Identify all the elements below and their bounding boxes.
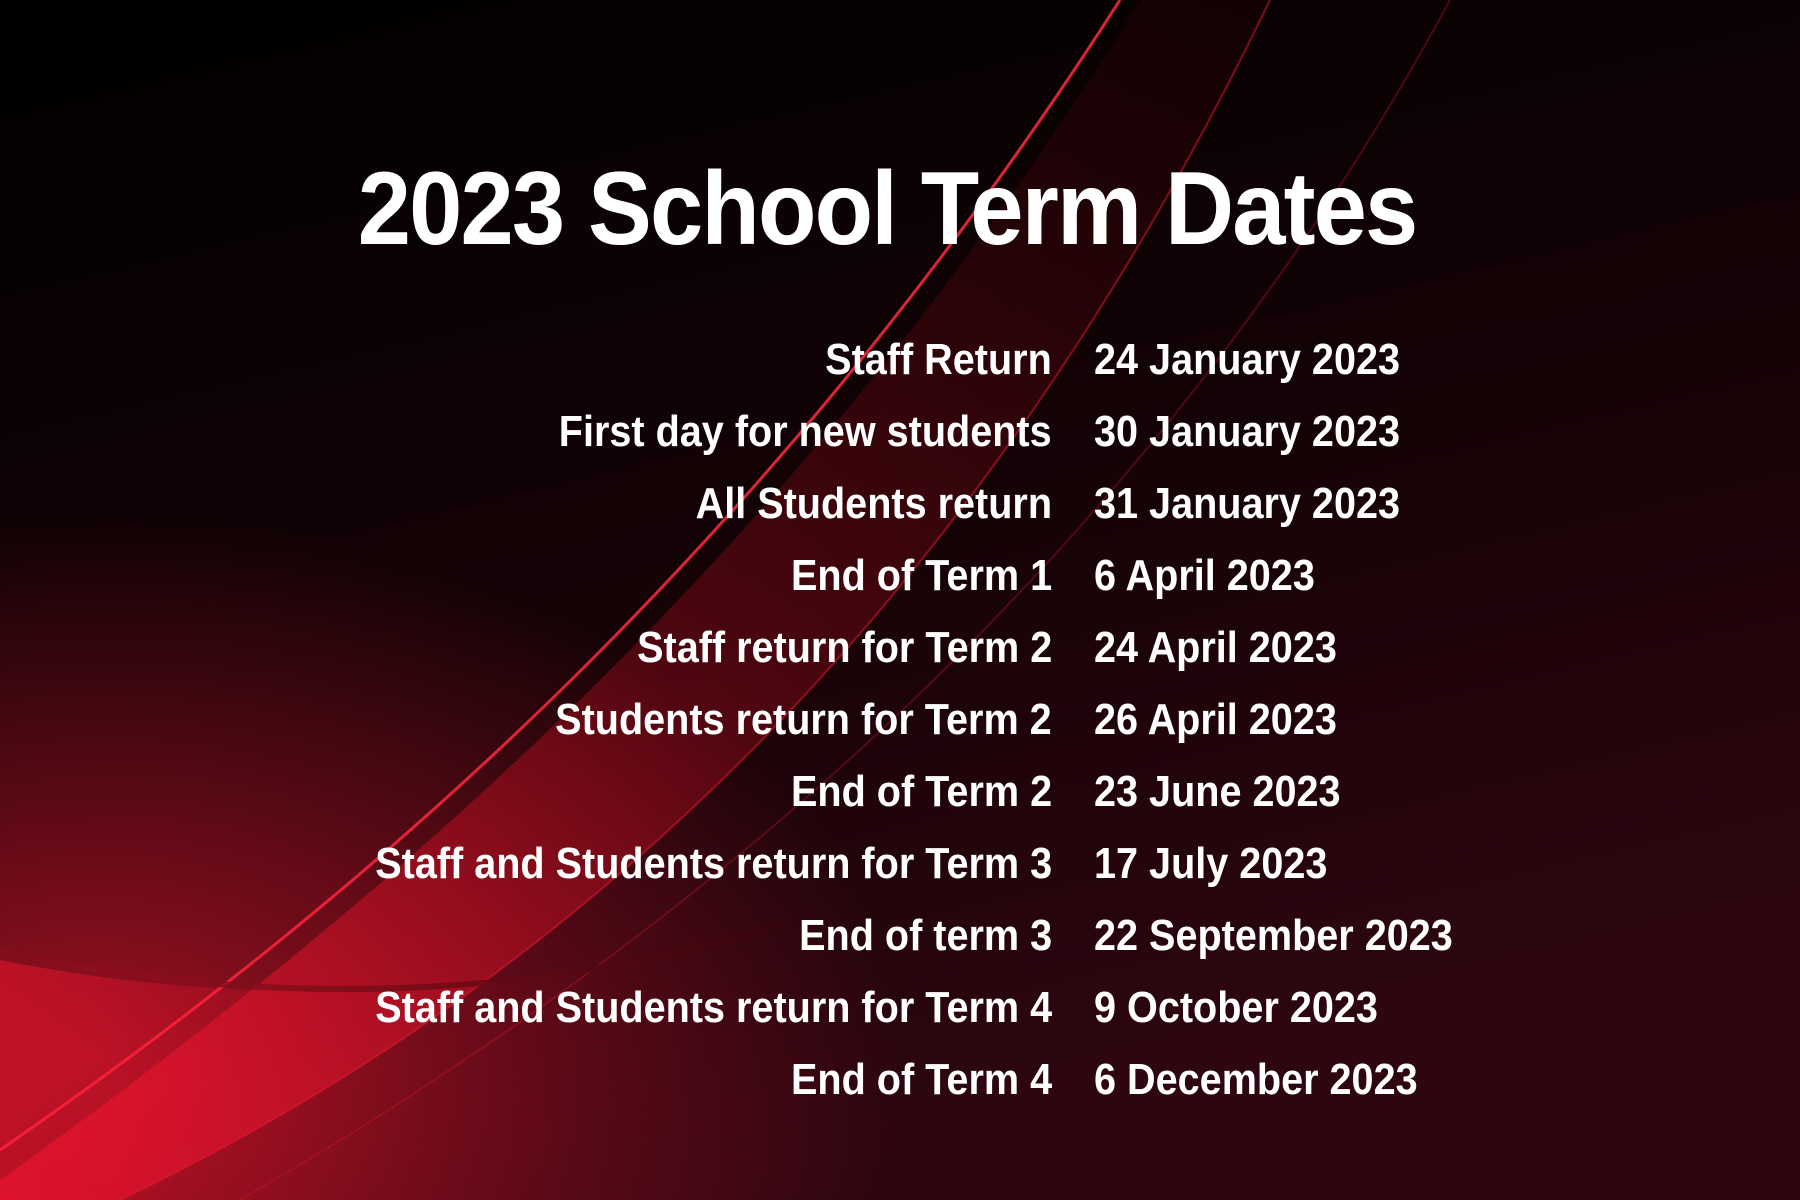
event-label: All Students return <box>695 479 1052 528</box>
event-label: End of Term 1 <box>790 551 1052 600</box>
list-item <box>0 828 1800 900</box>
page-title: 2023 School Term Dates <box>357 151 1417 267</box>
event-label: Staff Return <box>825 335 1052 384</box>
event-date: 6 December 2023 <box>1094 1055 1418 1104</box>
list-item <box>0 612 1800 684</box>
event-label: Students return for Term 2 <box>555 695 1052 744</box>
event-date: 31 January 2023 <box>1094 479 1401 528</box>
list-item <box>0 1044 1800 1116</box>
list-item <box>0 396 1800 468</box>
event-label: End of Term 4 <box>790 1055 1052 1104</box>
event-date: 22 September 2023 <box>1094 911 1453 960</box>
list-item <box>0 468 1800 540</box>
event-date: 26 April 2023 <box>1094 695 1337 744</box>
event-date: 24 April 2023 <box>1094 623 1337 672</box>
event-date: 30 January 2023 <box>1094 407 1401 456</box>
list-item <box>0 324 1800 396</box>
event-date: 24 January 2023 <box>1094 335 1401 384</box>
term-dates-list <box>0 324 1800 1116</box>
event-date: 6 April 2023 <box>1094 551 1315 600</box>
list-item <box>0 900 1800 972</box>
event-label: Staff and Students return for Term 4 <box>375 983 1052 1032</box>
event-label: End of term 3 <box>798 911 1052 960</box>
list-item <box>0 756 1800 828</box>
list-item <box>0 684 1800 756</box>
event-label: First day for new students <box>559 407 1052 456</box>
event-date: 23 June 2023 <box>1094 767 1341 816</box>
list-item <box>0 540 1800 612</box>
event-label: Staff return for Term 2 <box>636 623 1052 672</box>
event-label: End of Term 2 <box>790 767 1052 816</box>
event-date: 17 July 2023 <box>1094 839 1328 888</box>
event-date: 9 October 2023 <box>1094 983 1378 1032</box>
event-label: Staff and Students return for Term 3 <box>375 839 1052 888</box>
list-item <box>0 972 1800 1044</box>
